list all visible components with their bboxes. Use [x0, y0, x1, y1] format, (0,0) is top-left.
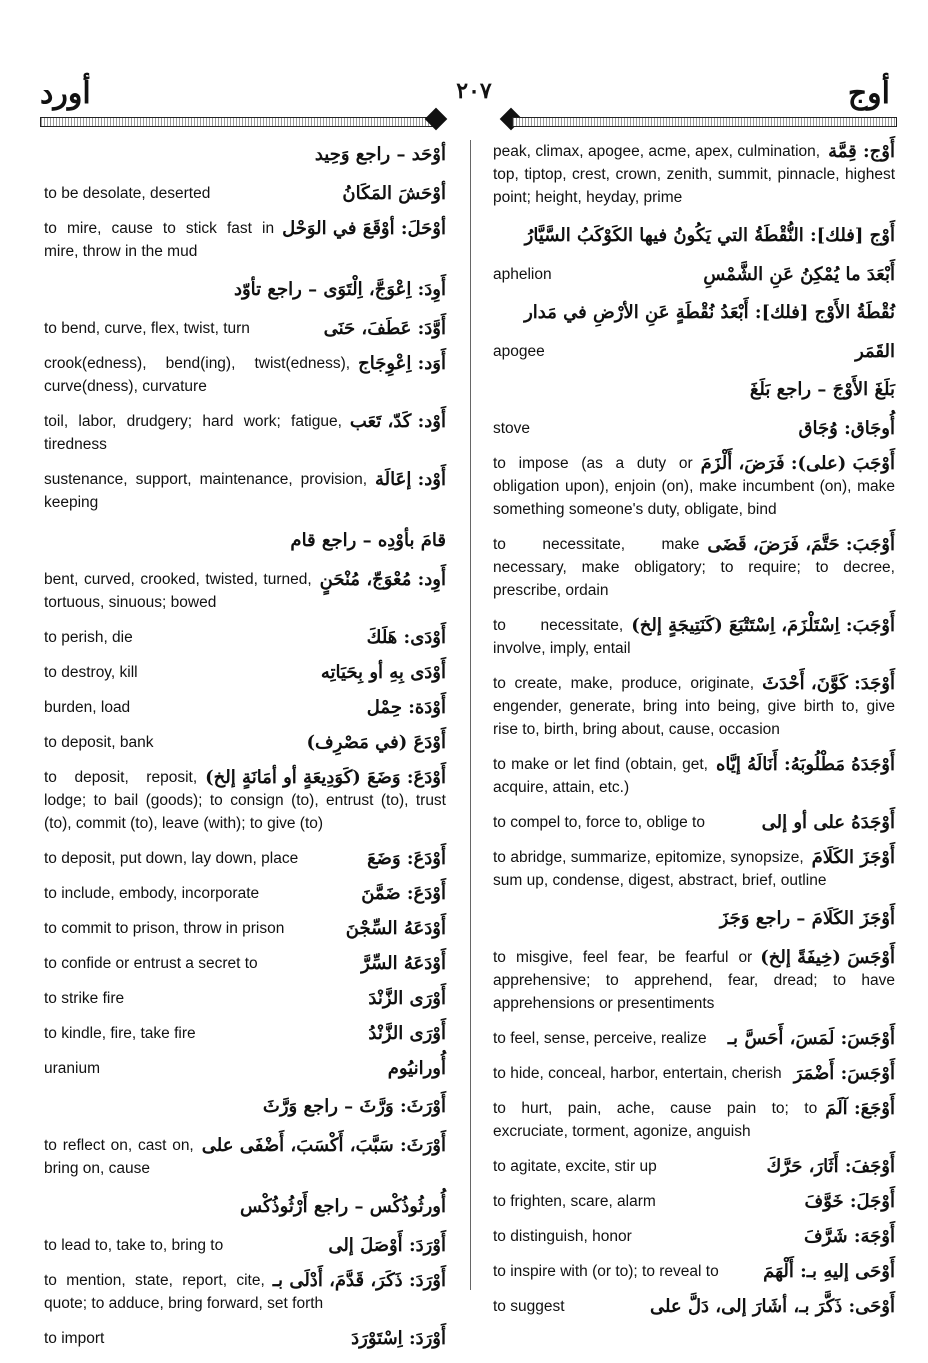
arabic-headword: أَوْج [فلك]: النُّقْطَةُ التي يَكُونُ فيها الكَوْكَبُ السَّيَّارُ [524, 225, 895, 246]
english-definition: burden, load [44, 699, 131, 716]
english-definition: to import [44, 1330, 105, 1347]
dictionary-entry [493, 140, 895, 209]
arabic-headword: أَوْرَدَ: ذَكَرَ، قَدَّمَ، أَدْلَى بـ [272, 1270, 446, 1291]
arabic-headword: أَوْج: قِمَّة [828, 141, 895, 162]
arabic-headword: أَوْدَعَهُ السِّجْنَ [345, 918, 446, 939]
arabic-headword: أَوْرَثَ: سَبَّبَ، أَكْسَبَ، أَضْفَى على [201, 1135, 446, 1156]
arabic-headword: أَوْجَسَ: أَضْمَرَ [793, 1063, 895, 1084]
english-definition: to distinguish, honor [493, 1228, 632, 1245]
english-definition: stove [493, 420, 531, 437]
arabic-headword: أَوْدَعَ (في مَصْرِف) [306, 732, 446, 753]
dictionary-entry [493, 452, 895, 521]
english-definition: to compel to, force to, oblige to [493, 814, 705, 831]
arabic-headword: أُورانيُوم [387, 1058, 446, 1079]
english-definition: aphelion [493, 266, 552, 283]
arabic-headword: أَوْجَدَهُ على أو إلى [761, 812, 895, 833]
dictionary-entry [44, 317, 446, 340]
dictionary-entry [493, 904, 895, 934]
english-definition: bent, curved, crooked, twisted, turned, tortuous, sinuous; bowed [44, 571, 312, 611]
dictionary-entry [493, 753, 895, 799]
dictionary-entry [493, 1062, 895, 1085]
arabic-headword: أَوْرَى الزَّنْدُ [368, 1023, 446, 1044]
dictionary-entry [493, 340, 895, 363]
dictionary-entry [44, 661, 446, 684]
dictionary-entry [493, 846, 895, 892]
english-definition: to lead to, take to, bring to [44, 1237, 224, 1254]
dictionary-entry [44, 847, 446, 870]
english-definition: to mire, cause to stick fast in mire, throw in the mud [44, 220, 275, 260]
dictionary-entry [44, 1057, 446, 1080]
dictionary-entry [493, 221, 895, 251]
dictionary-entry [44, 882, 446, 905]
english-definition: to create, make, produce, originate, engender, generate, bring into being, give birth to, give rise to, birth, bring about, cause, occasion [493, 675, 895, 738]
dictionary-entry [44, 731, 446, 754]
arabic-headword: أَوْدَعَهُ السِّرَّ [361, 953, 446, 974]
english-definition: to make or let find (obtain, get, acquire, attain, etc.) [493, 756, 708, 796]
dictionary-entry [493, 298, 895, 328]
dictionary-entry [44, 1327, 446, 1350]
arabic-headword: أَوْجَبَ: اِسْتَلْزَمَ، اِسْتَتْبَعَ (كَنَتِيجَةٍ إلخ) [631, 615, 895, 636]
dictionary-entry [493, 533, 895, 602]
dictionary-entry [493, 375, 895, 405]
dictionary-entry [493, 672, 895, 741]
dictionary-entry [44, 140, 446, 170]
english-definition: to reflect on, cast on, bring on, cause [44, 1137, 194, 1177]
english-definition: to mention, state, report, cite, quote; to adduce, bring forward, set forth [44, 1272, 324, 1312]
header-right-guide-word: أوج [847, 76, 890, 111]
arabic-headword: أَوْجَسَ (خِيفَةً إلخ) [760, 947, 895, 968]
arabic-headword: أَوْجَفَ: أَثَارَ، حَرَّكَ [766, 1156, 895, 1177]
english-definition: to deposit, bank [44, 734, 154, 751]
arabic-headword: أَوْدَعَ: ضَمَّنَ [361, 883, 446, 904]
english-definition: toil, labor, drudgery; hard work; fatigue, tiredness [44, 413, 342, 453]
english-definition: to necessitate, involve, imply, entail [493, 617, 631, 657]
english-definition: to hurt, pain, ache, cause pain to; to excruciate, torment, agonize, anguish [493, 1100, 818, 1140]
dictionary-entry [493, 417, 895, 440]
english-definition: to hide, conceal, harbor, entertain, cherish [493, 1065, 782, 1082]
dictionary-entry [493, 1190, 895, 1213]
arabic-headword: أَوْجَزَ الكَلَامَ – راجع وَجَزَ [719, 908, 895, 929]
column-divider [470, 140, 471, 1290]
dictionary-entry [44, 1134, 446, 1180]
arabic-headword: أَوِد: مُعْوَجّ، مُنْحَنٍ [319, 569, 446, 590]
english-definition: to include, embody, incorporate [44, 885, 260, 902]
english-definition: sustenance, support, maintenance, provision, keeping [44, 471, 368, 511]
dictionary-entry [44, 1092, 446, 1122]
arabic-headword: أَوْرَى الزَّنْدَ [368, 988, 446, 1009]
header-left-guide-word: أورد [40, 76, 91, 111]
left-column [44, 140, 446, 1362]
english-definition: to misgive, feel fear, be fearful or apprehensive; to apprehend, fear, dread; to have apprehensions or presentiments [493, 949, 895, 1012]
arabic-headword: أَوْجَزَ الكَلَامَ [811, 847, 895, 868]
english-definition: peak, climax, apogee, acme, apex, culmination, top, tiptop, crest, crown, zenith, summit, pinnacle, highest point; height, heyday, prime [493, 143, 895, 206]
arabic-headword: أَوْدَة: حِمْل [366, 697, 446, 718]
arabic-headword: أَوْجَبَ: حَتَّمَ، فَرَضَ، قَضَى [707, 534, 895, 555]
arabic-headword: أُوجَاق: وُجَاق [798, 418, 895, 439]
english-definition: to confide or entrust a secret to [44, 955, 258, 972]
english-definition: to deposit, put down, lay down, place [44, 850, 299, 867]
english-definition: to kindle, fire, take fire [44, 1025, 196, 1042]
arabic-headword: أَوْجَهَ: شَرَّفَ [803, 1226, 895, 1247]
arabic-headword: أوْحَلَ: أوْقَعَ في الوَحْل [282, 218, 446, 239]
arabic-headword: أَوِدَ: اِعْوَجَّ، اِلْتَوَى – راجع تأوّد [233, 279, 446, 300]
dictionary-entry [493, 1027, 895, 1050]
english-definition: to agitate, excite, stir up [493, 1158, 657, 1175]
arabic-headword: أوْحَشَ المَكَانُ [342, 183, 446, 204]
english-definition: apogee [493, 343, 545, 360]
dictionary-entry [493, 811, 895, 834]
dictionary-entry [493, 1260, 895, 1283]
dictionary-entry [493, 1225, 895, 1248]
header-rule-right [512, 117, 897, 127]
arabic-headword: أَوْد: كَدّ، تَعَب [349, 411, 446, 432]
english-definition: to deposit, reposit, lodge; to bail (goods); to consign (to), entrust (to), trust (to), commit (to), leave (with); to give (to) [44, 769, 446, 832]
dictionary-entry [493, 614, 895, 660]
arabic-headword: أَوْرَدَ: أَوْصَلَ إلى [328, 1235, 446, 1256]
arabic-headword: أَوْجَدَهُ مَطْلُوبَهُ: أَنَالَهُ إيَّاه [715, 754, 895, 775]
dictionary-entry [44, 1234, 446, 1257]
english-definition: to impose (as a duty or obligation upon), enjoin (on), make incumbent (on), make something someone's duty, obligate, bind [493, 455, 895, 518]
dictionary-entry [493, 1295, 895, 1318]
dictionary-entry [44, 987, 446, 1010]
english-definition: to inspire with (or to); to reveal to [493, 1263, 719, 1280]
dictionary-entry [44, 182, 446, 205]
arabic-headword: أَوْحَى إليهِ بـ: أَلْهَمَ [763, 1261, 895, 1282]
arabic-headword: أَوْرَدَ: اِسْتَوْرَدَ [351, 1328, 446, 1349]
arabic-headword: أَوْدَعَ: وَضَعَ [367, 848, 446, 869]
english-definition: to perish, die [44, 629, 133, 646]
arabic-headword: أوْحَد – راجع وَحِيد [314, 144, 446, 165]
dictionary-entry [493, 1097, 895, 1143]
dictionary-entry [44, 917, 446, 940]
arabic-headword: أَوْدَعَ: وَضَعَ (كَوَدِيعَةٍ أو أمَانَةٍ إلخ) [205, 767, 446, 788]
dictionary-entry [44, 952, 446, 975]
dictionary-entry [44, 568, 446, 614]
english-definition: to frighten, scare, alarm [493, 1193, 656, 1210]
dictionary-entry [44, 766, 446, 835]
header-rule-left [40, 117, 434, 127]
english-definition: to commit to prison, throw in prison [44, 920, 285, 937]
arabic-headword: أَوَد: اِعْوِجَاج [358, 353, 446, 374]
dictionary-entry [44, 217, 446, 263]
english-definition: to strike fire [44, 990, 125, 1007]
dictionary-entry [44, 410, 446, 456]
arabic-headword: أَوْجَعَ: آلَمَ [825, 1098, 895, 1119]
dictionary-entry [44, 526, 446, 556]
arabic-headword: أَوْدَى بِهِ أو بِحَيَاتِه [320, 662, 446, 683]
dictionary-entry [44, 468, 446, 514]
dictionary-entry [44, 352, 446, 398]
english-definition: to be desolate, deserted [44, 185, 211, 202]
arabic-headword: أَوْجَسَ: لَمَسَ، أَحَسَّ بـ [727, 1028, 895, 1049]
dictionary-entry [493, 263, 895, 286]
arabic-headword: قامَ بأوْدِه – راجع قام [290, 530, 446, 551]
arabic-headword: أَوْجَلَ: خَوَّفَ [804, 1191, 895, 1212]
dictionary-entry [44, 696, 446, 719]
english-definition: to feel, sense, perceive, realize [493, 1030, 707, 1047]
arabic-headword: أَوْحَى: ذَكَّرَ بـ، أشَارَ إلى، دَلَّ على [649, 1296, 895, 1317]
right-column [493, 140, 895, 1330]
dictionary-entry [493, 1155, 895, 1178]
arabic-headword: أُورثُوذُكْس – راجع أَرْثُوذُكْس [240, 1196, 446, 1217]
english-definition: uranium [44, 1060, 100, 1077]
dictionary-entry [44, 1269, 446, 1315]
arabic-headword: أَوْد: إعَالَة [375, 469, 446, 490]
arabic-headword: نُقْطَةُ الأَوْج [فلك]: أَبْعَدُ نُقْطَةٍ عَنِ الأرْضِ في مَدار [524, 302, 895, 323]
english-definition: to bend, curve, flex, twist, turn [44, 320, 250, 337]
dictionary-entry [44, 1192, 446, 1222]
arabic-headword: أَوَّدَ: عَطَفَ، حَنَى [323, 318, 446, 339]
arabic-headword: أَوْجَبَ (على): فَرَضَ، أَلْزَمَ [700, 453, 895, 474]
dictionary-entry [44, 626, 446, 649]
page-number: ٢٠٧ [456, 78, 492, 104]
arabic-headword: أَبْعَدَ ما يُمْكِنُ عَنِ الشَّمْسِ [703, 264, 895, 285]
arabic-headword: أَوْرَثَ: وَرَّثَ – راجع وَرَّثَ [262, 1096, 446, 1117]
english-definition: to abridge, summarize, epitomize, synopsize, sum up, condense, digest, abstract, brief, outline [493, 849, 827, 889]
arabic-headword: بَلَغَ الأَوْجَ – راجع بَلَغَ [749, 379, 895, 400]
arabic-headword: أَوْدَى: هَلَكَ [366, 627, 446, 648]
english-definition: crook(edness), bend(ing), twist(edness), curve(dness), curvature [44, 355, 351, 395]
english-definition: to suggest [493, 1298, 565, 1315]
dictionary-entry [44, 1022, 446, 1045]
english-definition: to destroy, kill [44, 664, 138, 681]
arabic-headword: أَوْجَدَ: كَوَّنَ، أَحْدَثَ [762, 673, 895, 694]
dictionary-entry [493, 946, 895, 1015]
arabic-headword: القَمَر [855, 341, 895, 362]
english-definition: to necessitate, make necessary, make obligatory; to require; to decree, prescribe, ordain [493, 536, 895, 599]
dictionary-entry [44, 275, 446, 305]
